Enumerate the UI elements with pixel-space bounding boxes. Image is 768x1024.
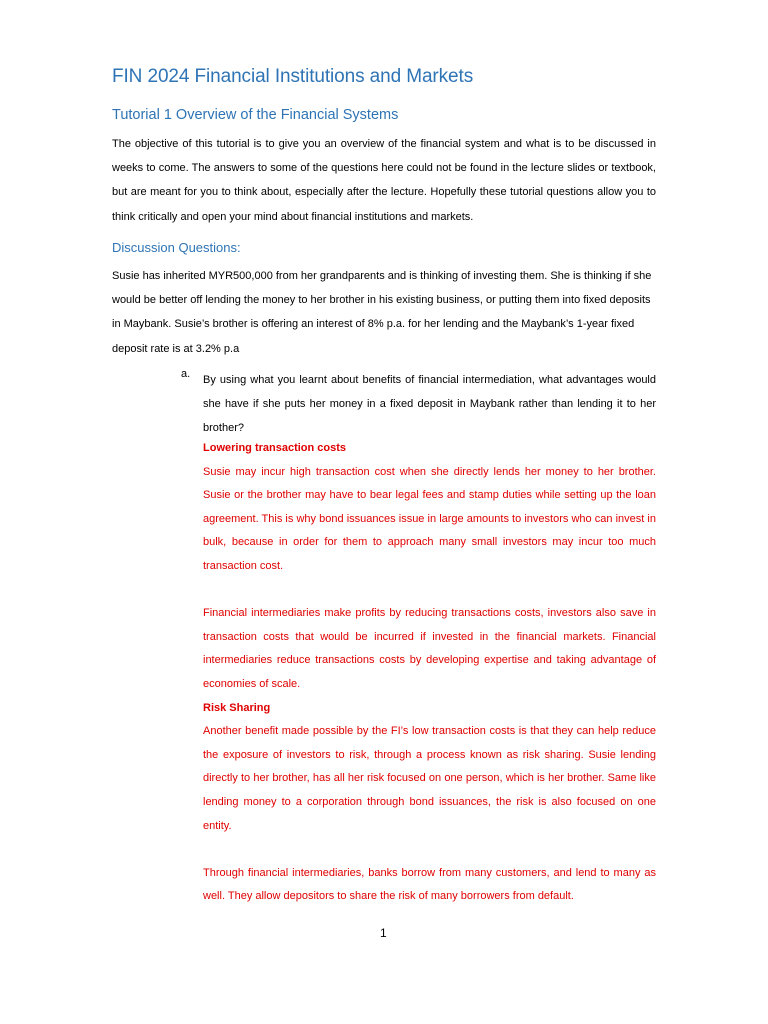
document-title: FIN 2024 Financial Institutions and Markets <box>112 66 474 87</box>
discussion-heading: Discussion Questions: <box>112 240 241 255</box>
question-letter: a. <box>181 368 191 380</box>
question-a: By using what you learnt about benefits of financial intermediation, what advantages would she have if she puts her money in a fixed deposit in Maybank rather than lending it to her brother? <box>203 374 656 435</box>
paragraph-spacer <box>203 838 656 862</box>
page-number: 1 <box>380 926 387 940</box>
intro-paragraph: The objective of this tutorial is to give you an overview of the financial system and what is to be discussed in weeks to come. The answers to some of the questions here could not be found in the lecture slides or textbook, but are meant for you to think about, especially after the lecture. Hopefully these tutorial questions allow you to think critically and open your mind about financial institutions and markets. <box>112 138 656 223</box>
scenario-paragraph: Susie has inherited MYR500,000 from her grandparents and is thinking of investing them. She is thinking if she would be better off lending the money to her brother in his existing business, or putting them into fixed deposits in Maybank. Susie’s brother is offering an interest of 8% p.a. for her lending and the Maybank’s 1-year fixed deposit rate is at 3.2% p.a <box>112 270 652 355</box>
answer-heading-transaction-costs: Lowering transaction costs <box>203 442 347 454</box>
answer-paragraph: Financial intermediaries make profits by reducing transactions costs, investors also save in transaction costs that would be incurred if invested in the financial markets. Financial intermediaries reduce transactions costs by developing expertise and taking advantage of economies of scale. <box>203 607 656 690</box>
answer-paragraph: Another benefit made possible by the FI’s low transaction costs is that they can help reduce the exposure of investors to risk, through a process known as risk sharing. Susie lending directly to her brother, has all her risk focused on one person, which is her brother. Same like lending money to a corporation through bond issuances, the risk is also focused on one entity. <box>203 725 656 832</box>
answer-block <box>203 437 656 909</box>
paragraph-spacer <box>203 579 656 603</box>
answer-heading-risk-sharing: Risk Sharing <box>203 701 271 714</box>
answer-paragraph: Susie may incur high transaction cost when she directly lends her money to her brother. Susie or the brother may have to bear legal fees and stamp duties while setting up the loan agreement. This is why bond issuances issue in large amounts to investors who can invest in bulk, because in order for them to approach many small investors may incur too much transaction cost. <box>203 465 656 572</box>
answer-paragraph: Through financial intermediaries, banks borrow from many customers, and lend to many as well. They allow depositors to share the risk of many borrowers from default. <box>203 866 656 903</box>
tutorial-subtitle: Tutorial 1 Overview of the Financial Systems <box>112 107 399 123</box>
